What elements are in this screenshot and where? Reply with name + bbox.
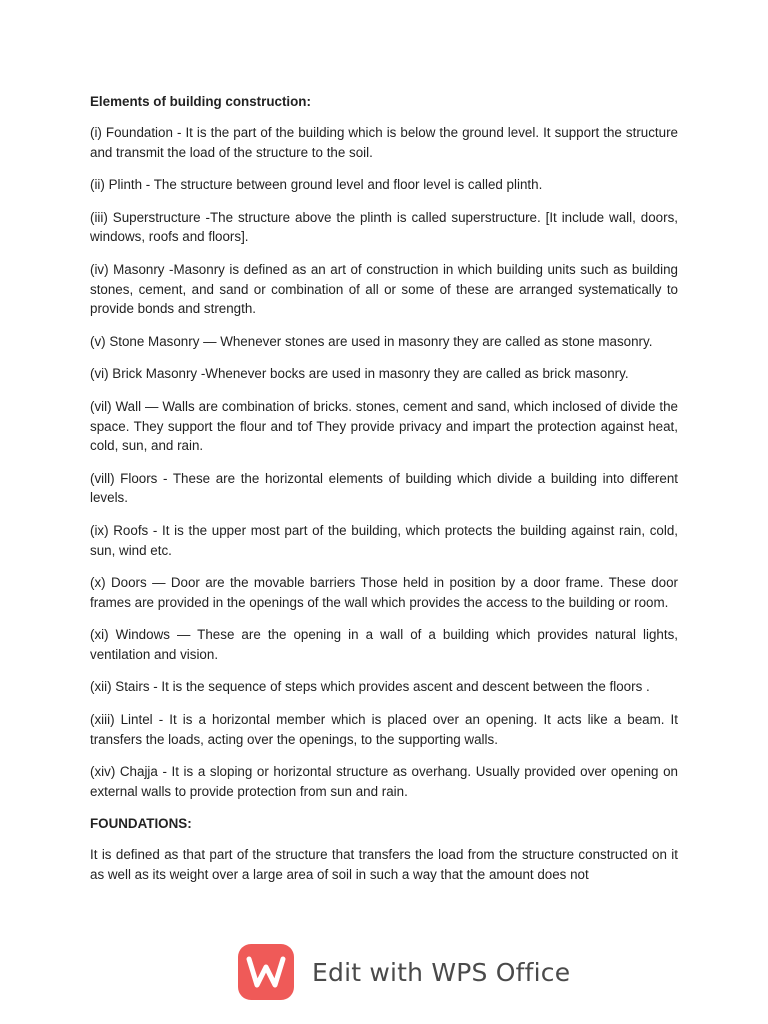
edit-with-wps-label[interactable]: Edit with WPS Office bbox=[312, 957, 571, 987]
document-heading: Elements of building construction: bbox=[90, 94, 311, 109]
paragraph-brick-masonry: (vi) Brick Masonry -Whenever bocks are used in masonry they are called as brick masonry. bbox=[90, 366, 629, 382]
edit-with-wps-banner[interactable] bbox=[238, 943, 570, 1001]
paragraph-roofs: (ix) Roofs - It is the upper most part of the building, which protects the building against rain, cold, sun, wind etc. bbox=[90, 522, 678, 558]
paragraph-chajja: (xiv) Chajja - It is a sloping or horizontal structure as overhang. Usually provided over opening on external walls to provide protection from sun and rain. bbox=[90, 764, 678, 799]
paragraph-plinth: (ii) Plinth - The structure between ground level and floor level is called plinth. bbox=[90, 177, 543, 193]
section-heading-foundations: FOUNDATIONS: bbox=[90, 816, 192, 832]
paragraph-foundations-definition: It is defined as that part of the structure that transfers the load from the structure constructed on it as well as its weight over a large area of soil in such a way that the amount does not bbox=[90, 847, 678, 883]
paragraph-masonry: (iv) Masonry -Masonry is defined as an art of construction in which building units such as building stones, cement, and sand or combination of all or some of these are arranged systematically to provide bonds and strength. bbox=[90, 261, 678, 317]
wps-w-glyph bbox=[246, 955, 286, 989]
paragraph-doors: (x) Doors — Door are the movable barriers Those held in position by a door frame. These door frames are provided in the openings of the wall which provides the access to the building or room. bbox=[90, 575, 678, 610]
document-page bbox=[90, 92, 678, 898]
paragraph-stairs: (xii) Stairs - It is the sequence of steps which provides ascent and descent between the floors . bbox=[90, 679, 650, 695]
paragraph-foundation: (i) Foundation - It is the part of the building which is below the ground level. It support the structure and transmit the load of the structure to the soil. bbox=[90, 125, 678, 160]
wps-w-icon[interactable] bbox=[238, 944, 294, 1000]
paragraph-stone-masonry: (v) Stone Masonry — Whenever stones are used in masonry they are called as stone masonry. bbox=[90, 333, 653, 349]
paragraph-floors: (vill) Floors - These are the horizontal elements of building which divide a building into different levels. bbox=[90, 470, 678, 506]
paragraph-wall: (vil) Wall — Walls are combination of bricks. stones, cement and sand, which inclosed of divide the space. They support the flour and tof They provide privacy and impart the protection against heat, cold, sun, and rain. bbox=[90, 398, 678, 454]
paragraph-windows: (xi) Windows — These are the opening in a wall of a building which provides natural lights, ventilation and vision. bbox=[90, 627, 678, 662]
paragraph-superstructure: (iii) Superstructure -The structure above the plinth is called superstructure. [It include wall, doors, windows, roofs and floors]. bbox=[90, 209, 678, 245]
paragraph-lintel: (xiii) Lintel - It is a horizontal member which is placed over an opening. It acts like a beam. It transfers the loads, acting over the openings, to the supporting walls. bbox=[90, 712, 678, 747]
